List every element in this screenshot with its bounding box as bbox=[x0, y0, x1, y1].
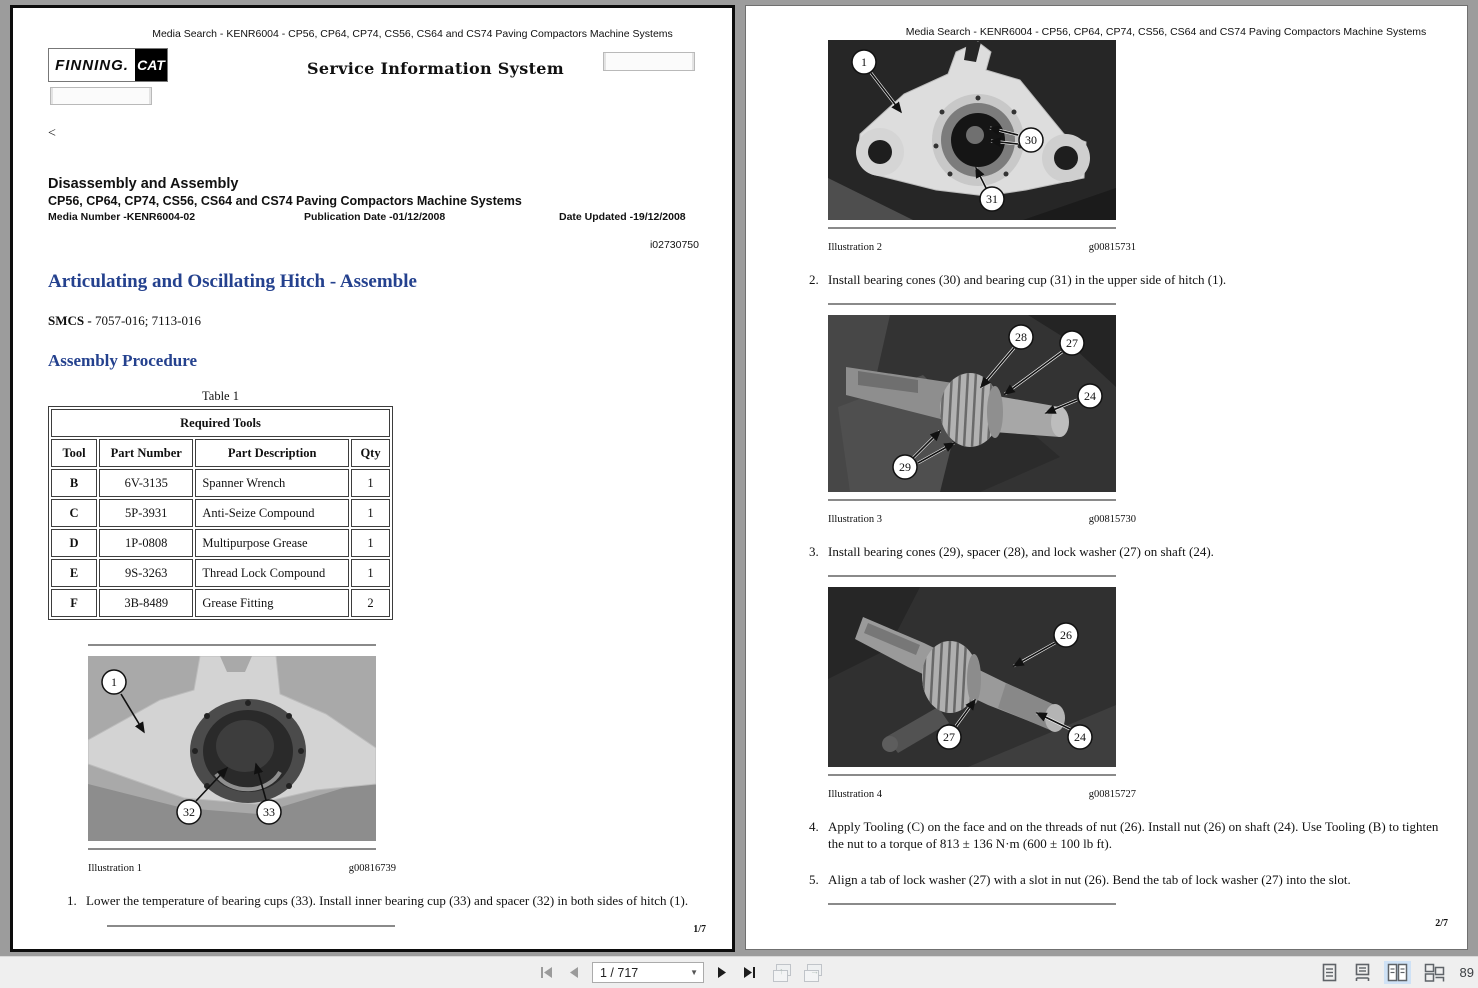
illustration-code: g00815731 bbox=[1088, 242, 1136, 253]
illustration-3-caption bbox=[828, 514, 1136, 525]
smcs-label: SMCS - bbox=[48, 313, 92, 328]
viewer-toolbar bbox=[0, 956, 1478, 988]
blank-form-button-top[interactable] bbox=[603, 52, 695, 71]
col-tool: Tool bbox=[51, 439, 97, 467]
svg-text:27: 27 bbox=[1066, 336, 1078, 351]
svg-text:24: 24 bbox=[1084, 389, 1096, 404]
blank-form-button-logo[interactable] bbox=[50, 87, 152, 105]
svg-text:26: 26 bbox=[1060, 628, 1072, 643]
page-indicator: 2/7 bbox=[1435, 918, 1448, 929]
document-page-1 bbox=[10, 5, 735, 952]
svg-text:24: 24 bbox=[1074, 730, 1086, 745]
table-caption: Table 1 bbox=[202, 389, 239, 403]
svg-text:1: 1 bbox=[861, 55, 867, 69]
svg-text:32: 32 bbox=[183, 805, 195, 819]
step-3 bbox=[809, 543, 1440, 560]
table-header-row bbox=[51, 439, 390, 467]
illustration-code: g00816739 bbox=[348, 863, 396, 874]
document-subtitle: CP56, CP64, CP74, CS56, CS64 and CS74 Paving Compactors Machine Systems bbox=[48, 194, 522, 208]
step-number: 1. bbox=[67, 893, 77, 908]
divider bbox=[828, 575, 1116, 577]
svg-text:28: 28 bbox=[1015, 330, 1027, 345]
finning-logo-text: FINNING. bbox=[49, 49, 135, 81]
cell-part-description: Spanner Wrench bbox=[195, 469, 349, 497]
document-title: Disassembly and Assembly bbox=[48, 176, 239, 192]
cell-qty: 1 bbox=[351, 529, 390, 557]
illustration-2-block bbox=[828, 40, 1138, 253]
cell-tool: C bbox=[51, 499, 97, 527]
page-number-value: 1 / 717 bbox=[600, 965, 639, 980]
illustration-1-caption bbox=[88, 863, 396, 874]
illustration-label: Illustration 1 bbox=[88, 863, 142, 874]
illustration-1-photo bbox=[88, 656, 376, 841]
svg-text:30: 30 bbox=[1025, 133, 1037, 147]
divider bbox=[828, 303, 1116, 305]
step-1 bbox=[67, 892, 711, 909]
col-part-number: Part Number bbox=[99, 439, 193, 467]
layout-controls-group bbox=[1318, 957, 1474, 988]
smcs-line bbox=[48, 313, 699, 329]
illustration-2-caption bbox=[828, 242, 1136, 253]
step-number: 2. bbox=[809, 272, 819, 287]
illustration-4-photo bbox=[828, 587, 1116, 767]
illustration-code: g00815730 bbox=[1088, 514, 1136, 526]
finning-cat-logo bbox=[48, 48, 168, 82]
two-page-view-icon[interactable] bbox=[1384, 961, 1411, 984]
table-row bbox=[51, 589, 390, 617]
table-row bbox=[51, 499, 390, 527]
step-text: Install bearing cones (29), spacer (28), and lock washer (27) on shaft (24). bbox=[828, 544, 1214, 560]
step-text: Align a tab of lock washer (27) with a slot in nut (26). Bend the tab of lock washer (27) into the slot. bbox=[828, 871, 1351, 887]
step-2 bbox=[809, 271, 1440, 288]
next-page-button[interactable] bbox=[713, 963, 731, 983]
illustration-3-block bbox=[828, 303, 1138, 525]
smcs-codes: 7057-016; 7113-016 bbox=[94, 313, 201, 328]
page-running-header: Media Search - KENR6004 - CP56, CP64, CP74, CS56, CS64 and CS74 Paving Compactors Machine Systems bbox=[152, 28, 673, 40]
illustration-4-block bbox=[828, 575, 1138, 800]
illustration-3-photo bbox=[828, 315, 1116, 492]
cell-part-number: 6V-3135 bbox=[99, 469, 193, 497]
cell-tool: D bbox=[51, 529, 97, 557]
cell-tool: B bbox=[51, 469, 97, 497]
table-row bbox=[51, 529, 390, 557]
document-code: i02730750 bbox=[649, 239, 699, 251]
step-number: 3. bbox=[809, 544, 819, 560]
required-tools-table-wrap bbox=[48, 389, 393, 620]
branding-row bbox=[48, 46, 699, 110]
cell-part-description: Grease Fitting bbox=[195, 589, 349, 617]
step-4 bbox=[809, 818, 1440, 852]
illustration-1-block bbox=[88, 644, 398, 874]
step-number: 4. bbox=[809, 819, 819, 835]
cell-qty: 1 bbox=[351, 559, 390, 587]
divider bbox=[107, 925, 395, 927]
table-row bbox=[51, 559, 390, 587]
cell-part-number: 3B-8489 bbox=[99, 589, 193, 617]
page-number-input[interactable] bbox=[592, 962, 704, 983]
publication-date: Publication Date -01/12/2008 bbox=[304, 211, 446, 223]
illustration-4-caption bbox=[828, 789, 1136, 800]
illustration-label: Illustration 4 bbox=[828, 789, 882, 801]
svg-text:31: 31 bbox=[986, 192, 998, 206]
table-row bbox=[51, 469, 390, 497]
svg-text:29: 29 bbox=[899, 460, 911, 475]
required-tools-table bbox=[48, 406, 393, 620]
document-page-2 bbox=[745, 5, 1468, 950]
illustration-code: g00815727 bbox=[1088, 789, 1136, 801]
zoom-level-value[interactable]: 89 bbox=[1459, 965, 1474, 980]
cell-part-description: Multipurpose Grease bbox=[195, 529, 349, 557]
page-navigation-group bbox=[538, 957, 826, 988]
cell-part-number: 9S-3263 bbox=[99, 559, 193, 587]
cell-qty: 1 bbox=[351, 469, 390, 497]
back-chevron-icon[interactable]: < bbox=[48, 126, 56, 141]
document-meta-row bbox=[48, 211, 699, 223]
cell-qty: 2 bbox=[351, 589, 390, 617]
first-page-button[interactable] bbox=[538, 963, 556, 983]
step-number: 5. bbox=[809, 871, 819, 887]
divider bbox=[828, 499, 1116, 501]
divider bbox=[828, 227, 1116, 229]
procedure-heading: Assembly Procedure bbox=[48, 351, 198, 370]
page-dropdown-caret-icon[interactable]: ▼ bbox=[690, 968, 698, 977]
divider bbox=[88, 848, 376, 850]
cell-qty: 1 bbox=[351, 499, 390, 527]
two-page-continuous-view-icon[interactable] bbox=[1421, 961, 1448, 984]
cell-part-description: Thread Lock Compound bbox=[195, 559, 349, 587]
cell-tool: E bbox=[51, 559, 97, 587]
cell-part-description: Anti-Seize Compound bbox=[195, 499, 349, 527]
divider bbox=[828, 903, 1116, 905]
step-5 bbox=[809, 871, 1440, 888]
svg-text:33: 33 bbox=[263, 805, 275, 819]
sis-title: Service Information System bbox=[307, 59, 564, 78]
single-page-view-icon[interactable] bbox=[1318, 961, 1341, 984]
next-view-button[interactable]: → bbox=[804, 964, 826, 982]
cell-tool: F bbox=[51, 589, 97, 617]
page-indicator: 1/7 bbox=[693, 924, 706, 935]
step-text: Apply Tooling (C) on the face and on the threads of nut (26). Install nut (26) on shaft (24). Use Tooling (B) to tighten the nut to a torque of 813 ± 136 N·m (600 ± 100 lb ft). bbox=[828, 819, 1439, 852]
svg-text:1: 1 bbox=[111, 675, 117, 689]
cat-logo: CAT bbox=[135, 49, 167, 81]
illustration-label: Illustration 3 bbox=[828, 514, 882, 526]
col-qty: Qty bbox=[351, 439, 390, 467]
svg-text:27: 27 bbox=[943, 730, 955, 745]
table-title: Required Tools bbox=[51, 409, 390, 437]
cell-part-number: 1P-0808 bbox=[99, 529, 193, 557]
divider bbox=[88, 644, 376, 646]
date-updated: Date Updated -19/12/2008 bbox=[559, 211, 686, 223]
continuous-view-icon[interactable] bbox=[1351, 961, 1374, 984]
col-part-description: Part Description bbox=[195, 439, 349, 467]
step-text: Lower the temperature of bearing cups (33). Install inner bearing cup (33) and spacer (32) in both sides of hitch (1). bbox=[86, 893, 689, 908]
illustration-label: Illustration 2 bbox=[828, 242, 882, 253]
section-title: Articulating and Oscillating Hitch - Assemble bbox=[48, 271, 417, 292]
previous-page-button[interactable] bbox=[565, 963, 583, 983]
media-number: Media Number -KENR6004-02 bbox=[48, 211, 196, 223]
cell-part-number: 5P-3931 bbox=[99, 499, 193, 527]
last-page-button[interactable] bbox=[740, 963, 758, 983]
page-running-header: Media Search - KENR6004 - CP56, CP64, CP74, CS56, CS64 and CS74 Paving Compactors Machine Systems bbox=[905, 26, 1427, 38]
step-text: Install bearing cones (30) and bearing cup (31) in the upper side of hitch (1). bbox=[828, 272, 1227, 287]
illustration-2-photo bbox=[828, 40, 1116, 220]
previous-view-button[interactable]: ↑ bbox=[773, 964, 795, 982]
divider bbox=[828, 774, 1116, 776]
